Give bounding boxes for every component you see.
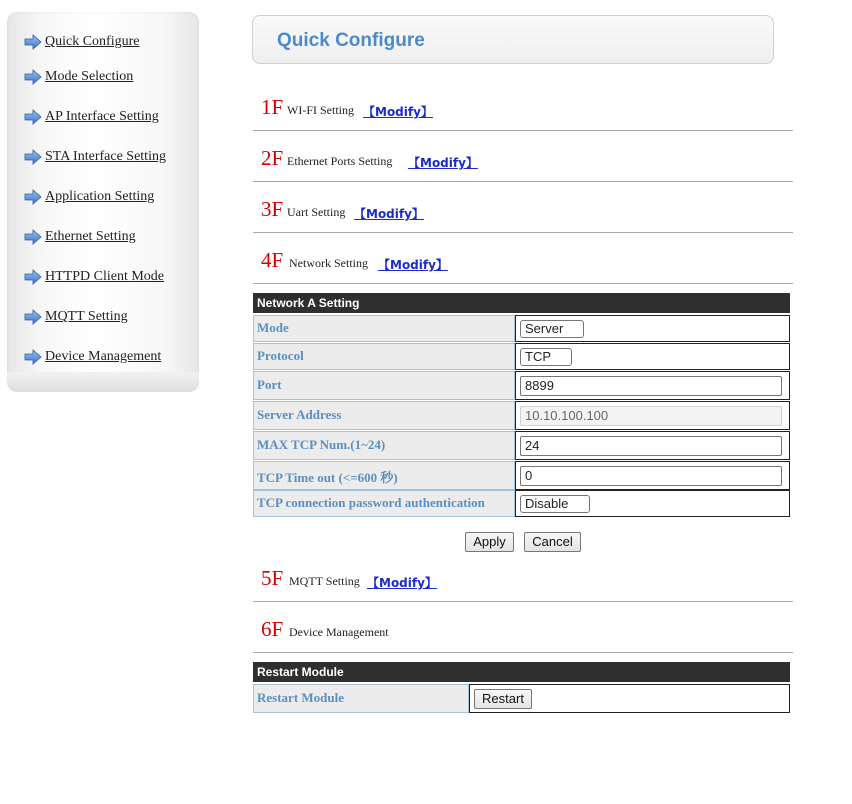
row-label: Protocol — [253, 343, 515, 370]
sidebar-item-label: Quick Configure — [45, 34, 140, 49]
password-auth-select[interactable] — [520, 495, 590, 513]
sidebar-item-label: Mode Selection — [45, 69, 134, 84]
floor-number: 2F — [261, 146, 284, 170]
right-arrow-icon — [24, 109, 42, 125]
apply-button[interactable]: Apply — [465, 532, 514, 552]
network-row-protocol — [253, 343, 790, 370]
modify-mqtt-link[interactable]: 【Modify】 — [367, 576, 437, 590]
row-value-cell — [515, 461, 790, 490]
restart-module-row — [253, 684, 790, 713]
row-value-cell — [515, 315, 790, 342]
floor-name: Ethernet Ports Setting — [287, 154, 393, 168]
floor-name: Network Setting — [289, 256, 368, 270]
floor-name: Uart Setting — [287, 205, 346, 219]
sidebar-item-label: STA Interface Setting — [45, 149, 166, 164]
network-row-tcp-timeout — [253, 461, 790, 490]
row-label: Server Address — [253, 401, 515, 430]
row-value-cell — [469, 684, 790, 713]
mode-select[interactable] — [520, 320, 584, 338]
sidebar-item-label: Device Management — [45, 349, 162, 364]
sidebar-item-device-management[interactable] — [24, 346, 161, 368]
password-auth-select-value: Disable — [525, 496, 569, 511]
right-arrow-icon — [24, 69, 42, 85]
mode-select-value: Server — [525, 321, 564, 336]
floor-wifi-setting — [253, 81, 793, 131]
right-arrow-icon — [24, 149, 42, 165]
max-tcp-input[interactable]: 24 — [520, 436, 782, 456]
floor-number: 3F — [261, 197, 284, 221]
floor-network-setting — [253, 234, 793, 284]
floor-device-management — [253, 603, 793, 653]
network-a-header: Network A Setting — [253, 293, 790, 313]
sidebar-item-label: Ethernet Setting — [45, 229, 136, 244]
row-label: TCP Time out (<=600 秒) — [253, 461, 515, 490]
right-arrow-icon — [24, 349, 42, 365]
right-arrow-icon — [24, 34, 42, 50]
sidebar-item-label: MQTT Setting — [45, 309, 128, 324]
row-value-cell — [515, 371, 790, 400]
sidebar-item-application-setting[interactable] — [24, 186, 154, 208]
sidebar-item-httpd-client-mode[interactable] — [24, 266, 164, 288]
floor-mqtt-setting — [253, 552, 793, 602]
right-arrow-icon — [24, 309, 42, 325]
right-arrow-icon — [24, 269, 42, 285]
row-label: Mode — [253, 315, 515, 342]
sidebar-item-sta-interface-setting[interactable] — [24, 146, 166, 168]
floor-number: 5F — [261, 566, 284, 590]
sidebar-footer — [7, 372, 199, 392]
row-value-cell — [515, 490, 790, 517]
sidebar-item-quick-configure[interactable] — [24, 31, 139, 53]
floor-name: MQTT Setting — [289, 574, 360, 588]
tcp-timeout-input[interactable]: 0 — [520, 466, 782, 486]
row-label: MAX TCP Num.(1~24) — [253, 431, 515, 460]
row-label: Restart Module — [253, 684, 469, 713]
restart-module-header: Restart Module — [253, 662, 790, 682]
modify-ethernet-link[interactable]: 【Modify】 — [408, 156, 478, 170]
floor-name: Device Management — [289, 625, 389, 639]
server-address-input[interactable]: 10.10.100.100 — [520, 406, 782, 426]
cancel-button[interactable]: Cancel — [524, 532, 581, 552]
modify-wifi-link[interactable]: 【Modify】 — [363, 105, 433, 119]
sidebar-item-ap-interface-setting[interactable] — [24, 106, 159, 128]
sidebar-item-label: Application Setting — [45, 189, 155, 204]
network-row-max-tcp — [253, 431, 790, 460]
network-row-port — [253, 371, 790, 400]
floor-uart-setting — [253, 183, 793, 233]
modify-network-link[interactable]: 【Modify】 — [378, 258, 448, 272]
sidebar-item-label: HTTPD Client Mode — [45, 269, 164, 284]
page-title: Quick Configure — [277, 30, 425, 51]
network-row-mode — [253, 315, 790, 342]
page-title-box — [252, 15, 774, 64]
sidebar-item-mode-selection[interactable] — [24, 66, 133, 88]
right-arrow-icon — [24, 229, 42, 245]
floor-name: WI-FI Setting — [287, 103, 354, 117]
floor-ethernet-ports-setting — [253, 132, 793, 182]
row-label: Port — [253, 371, 515, 400]
modify-uart-link[interactable]: 【Modify】 — [354, 207, 424, 221]
sidebar-item-mqtt-setting[interactable] — [24, 306, 128, 328]
restart-button[interactable]: Restart — [474, 689, 532, 709]
floor-number: 4F — [261, 248, 284, 272]
sidebar-item-label: AP Interface Setting — [45, 109, 159, 124]
port-input[interactable]: 8899 — [520, 376, 782, 396]
floor-number: 1F — [261, 95, 284, 119]
protocol-select-value: TCP — [525, 349, 551, 364]
row-value-cell — [515, 401, 790, 430]
network-row-server-address — [253, 401, 790, 430]
sidebar-item-ethernet-setting[interactable] — [24, 226, 136, 248]
row-label: TCP connection password authentication — [253, 490, 515, 517]
right-arrow-icon — [24, 189, 42, 205]
floor-number: 6F — [261, 617, 284, 641]
row-value-cell — [515, 431, 790, 460]
network-row-password-auth — [253, 490, 790, 517]
protocol-select[interactable] — [520, 348, 572, 366]
row-value-cell — [515, 343, 790, 370]
